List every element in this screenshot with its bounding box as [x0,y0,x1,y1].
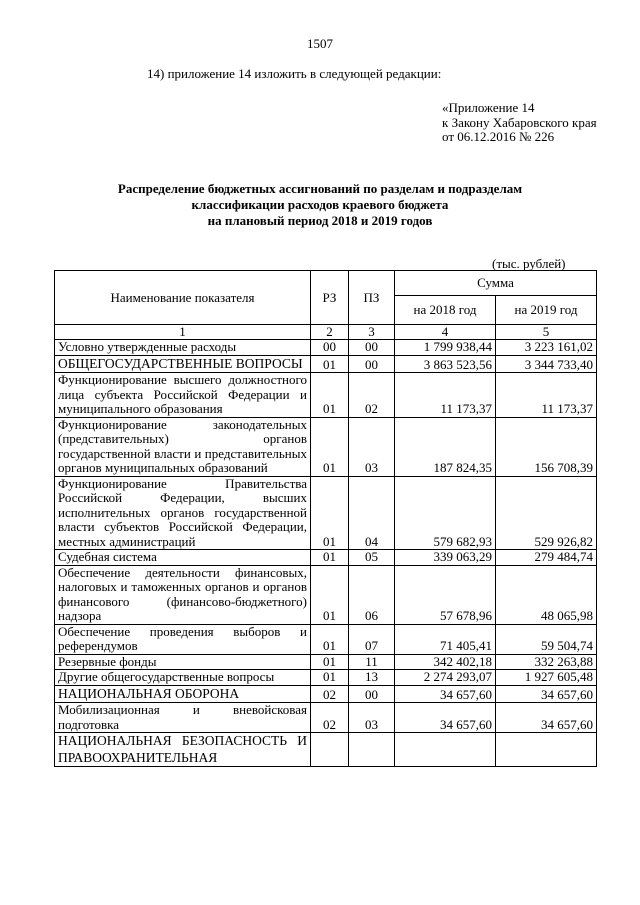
table-row [55,340,597,356]
table-row [55,624,597,654]
appendix-line-1: «Приложение 14 [442,100,535,115]
row-rz: 01 [311,476,349,550]
row-2018: 34 657,60 [395,703,496,733]
row-2018: 57 678,96 [395,565,496,624]
row-name: Другие общегосударственные вопросы [55,670,311,686]
row-2018: 339 063,29 [395,550,496,566]
units-label: (тыс. рублей) [492,256,566,271]
row-2018: 1 799 938,44 [395,340,496,356]
row-rz: 02 [311,685,349,703]
appendix-line-2: к Закону Хабаровского края [442,114,597,130]
row-pz [349,733,395,767]
row-pz: 07 [349,624,395,654]
header-name: Наименование показателя [55,271,311,325]
row-name: Обеспечение проведения выборов и референдумов [55,624,311,654]
table-row [55,417,597,476]
row-name: Обеспечение деятельности финансовых, налоговых и таможенных органов и органов финансового (финансово-бюджетного) надзора [55,565,311,624]
header-sum: Сумма [395,271,597,296]
title-line-2: классификации расходов краевого бюджета [191,197,449,212]
table-row [55,550,597,566]
table-row [55,476,597,550]
row-2018: 579 682,93 [395,476,496,550]
row-2019: 279 484,74 [496,550,597,566]
row-2018: 71 405,41 [395,624,496,654]
row-2019: 1 927 605,48 [496,670,597,686]
row-rz: 01 [311,624,349,654]
row-pz: 00 [349,340,395,356]
page-number: 1507 [307,36,333,51]
row-2019: 332 263,88 [496,654,597,670]
budget-table [54,270,597,767]
row-name: ОБЩЕГОСУДАРСТВЕННЫЕ ВОПРОСЫ [55,355,311,373]
row-rz: 01 [311,417,349,476]
table-row [55,565,597,624]
row-pz: 13 [349,670,395,686]
col-number: 4 [395,325,496,340]
row-name: Резервные фонды [55,654,311,670]
table-row [55,670,597,686]
row-2018: 3 863 523,56 [395,355,496,373]
row-rz: 01 [311,355,349,373]
table-row [55,733,597,767]
row-name: НАЦИОНАЛЬНАЯ БЕЗОПАСНОСТЬ И ПРАВООХРАНИТЕЛЬНАЯ [55,733,311,767]
col-number: 3 [349,325,395,340]
row-name: Условно утвержденные расходы [55,340,311,356]
row-name: НАЦИОНАЛЬНАЯ ОБОРОНА [55,685,311,703]
table-row [55,703,597,733]
row-pz: 00 [349,685,395,703]
row-name: Функционирование высшего должностного лица субъекта Российской Федерации и муниципального образования [55,373,311,418]
title-line-1: Распределение бюджетных ассигнований по разделам и подразделам [117,181,523,196]
table-row [55,373,597,418]
row-name: Функционирование Правительства Российской Федерации, высших исполнительных органов государственной власти субъектов Российской Федерации, местных администраций [55,476,311,550]
col-number: 1 [55,325,311,340]
col-number: 2 [311,325,349,340]
appendix-reference [442,101,597,145]
row-2019: 34 657,60 [496,703,597,733]
row-2019: 11 173,37 [496,373,597,418]
header-pz: ПЗ [349,271,395,325]
row-2019: 156 708,39 [496,417,597,476]
row-2019: 3 223 161,02 [496,340,597,356]
row-pz: 04 [349,476,395,550]
row-2019: 34 657,60 [496,685,597,703]
row-2018: 187 824,35 [395,417,496,476]
row-2018: 11 173,37 [395,373,496,418]
document-title [0,181,640,229]
row-pz: 00 [349,355,395,373]
header-2019: на 2019 год [496,296,597,325]
row-rz: 00 [311,340,349,356]
row-2018: 342 402,18 [395,654,496,670]
row-2019: 3 344 733,40 [496,355,597,373]
row-rz: 01 [311,373,349,418]
col-number: 5 [496,325,597,340]
row-pz: 06 [349,565,395,624]
row-2019: 59 504,74 [496,624,597,654]
row-2019: 529 926,82 [496,476,597,550]
header-rz: РЗ [311,271,349,325]
row-name: Судебная система [55,550,311,566]
row-pz: 05 [349,550,395,566]
header-2018: на 2018 год [395,296,496,325]
row-2018: 34 657,60 [395,685,496,703]
table-row [55,355,597,373]
row-pz: 03 [349,417,395,476]
row-rz [311,733,349,767]
row-2019 [496,733,597,767]
row-2019: 48 065,98 [496,565,597,624]
row-2018 [395,733,496,767]
row-rz: 02 [311,703,349,733]
table-row [55,654,597,670]
intro-text: 14) приложение 14 изложить в следующей редакции: [147,66,442,81]
row-pz: 11 [349,654,395,670]
row-rz: 01 [311,550,349,566]
title-line-3: на плановый период 2018 и 2019 годов [207,213,433,228]
row-rz: 01 [311,670,349,686]
row-name: Функционирование законодательных (представительных) органов государственной власти и представительных органов муниципальных образований [55,417,311,476]
row-rz: 01 [311,565,349,624]
appendix-line-3: от 06.12.2016 № 226 [442,129,555,144]
table-row [55,685,597,703]
row-pz: 03 [349,703,395,733]
row-rz: 01 [311,654,349,670]
row-pz: 02 [349,373,395,418]
row-2018: 2 274 293,07 [395,670,496,686]
row-name: Мобилизационная и вневойсковая подготовка [55,703,311,733]
